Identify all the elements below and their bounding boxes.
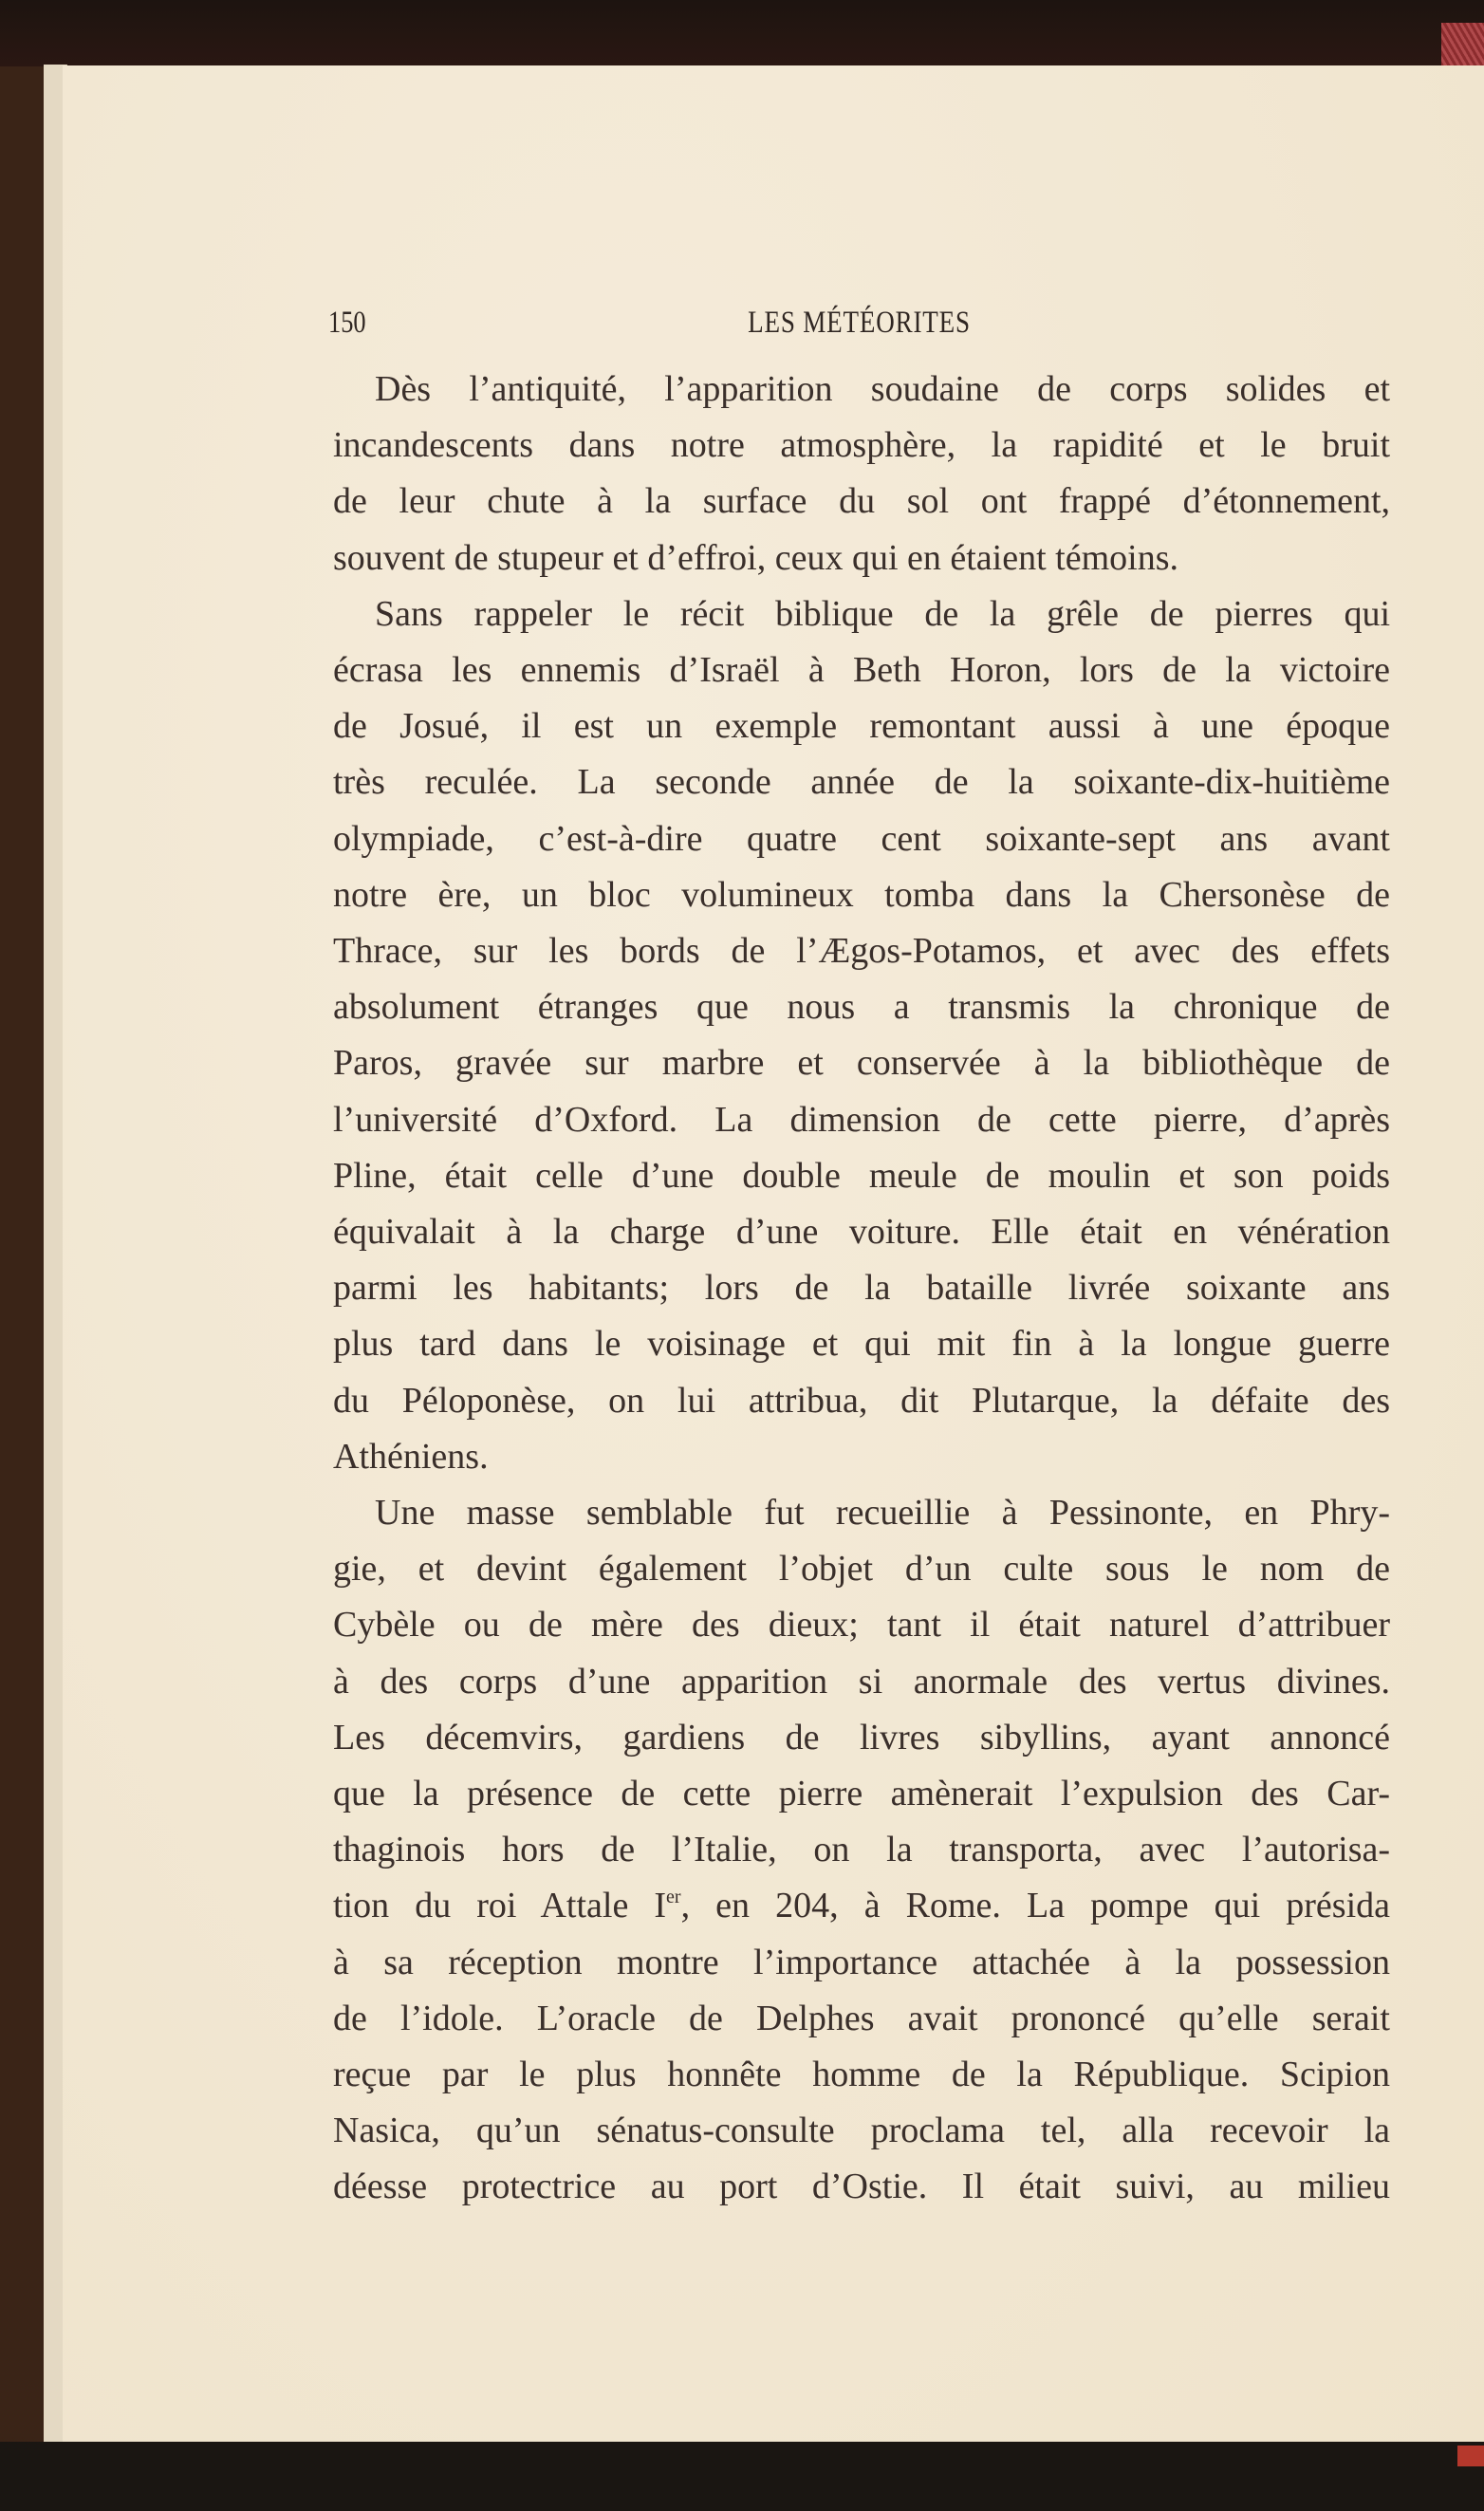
text-line-continuation: , en 204, à Rome. La pompe qui présida xyxy=(680,1886,1391,1926)
text-line xyxy=(333,1882,1390,1929)
running-title: LES MÉTÉORITES xyxy=(748,306,971,340)
text-line-content: plus tard dans le voisinage et qui mit fin à la longue guerre xyxy=(333,1324,1390,1365)
text-line-content: de leur chute à la surface du sol ont frappé d’étonnement, xyxy=(333,481,1390,522)
scan-bottom-border xyxy=(0,2442,1484,2511)
text-line xyxy=(333,983,1390,1031)
text-line xyxy=(333,2051,1390,2098)
scan-top-border xyxy=(0,0,1484,66)
text-line-content: Dès l’antiquité, l’apparition soudaine de corps solides et xyxy=(375,369,1390,409)
text-line-content: reçue par le plus honnête homme de la République. Scipion xyxy=(333,2055,1390,2094)
text-line xyxy=(333,1152,1390,1200)
text-line-content: Paros, gravée sur marbre et conservée à la bibliothèque de xyxy=(333,1043,1390,1084)
scan-left-border xyxy=(0,66,44,2448)
text-line xyxy=(333,1208,1390,1256)
text-line-content: Sans rappeler le récit biblique de la grêle de pierres qui xyxy=(375,593,1390,634)
text-line xyxy=(333,815,1390,863)
text-line xyxy=(333,1601,1390,1648)
text-line-content: souvent de stupeur et d’effroi, ceux qui en étaient témoins. xyxy=(333,537,1178,578)
text-line-content: Athéniens. xyxy=(333,1436,489,1477)
text-line xyxy=(333,1545,1390,1592)
text-line-content: écrasa les ennemis d’Israël à Beth Horon, lors de la victoire xyxy=(333,650,1390,690)
text-line xyxy=(333,758,1390,806)
text-line-content: Thrace, sur les bords de l’Ægos-Potamos, et avec des effets xyxy=(333,931,1390,971)
text-line-content: que la présence de cette pierre amènerait l’expulsion des Car- xyxy=(333,1774,1390,1814)
text-line xyxy=(333,646,1390,694)
text-line xyxy=(333,1714,1390,1761)
text-line-content: parmi les habitants; lors de la bataille livrée soixante ans xyxy=(333,1268,1390,1309)
text-line xyxy=(333,871,1390,919)
text-line xyxy=(333,1939,1390,1986)
text-line xyxy=(333,927,1390,975)
page-number: 150 xyxy=(328,306,366,340)
text-line-content: l’université d’Oxford. La dimension de cette pierre, d’après xyxy=(333,1099,1390,1140)
text-line-content: du Péloponèse, on lui attribua, dit Plutarque, la défaite des xyxy=(333,1380,1390,1421)
text-line-content: absolument étranges que nous a transmis la chronique de xyxy=(333,987,1390,1028)
text-line-content: à sa réception montre l’importance attachée à la possession xyxy=(333,1942,1390,1982)
text-line-content: équivalait à la charge d’une voiture. Elle était en vénération xyxy=(333,1212,1390,1252)
text-line-content: Pline, était celle d’une double meule de moulin et son poids xyxy=(333,1155,1390,1196)
superscript: er xyxy=(666,1887,681,1908)
text-line xyxy=(375,590,1390,638)
text-line xyxy=(333,1995,1390,2042)
text-line xyxy=(333,1377,1390,1424)
text-line-content: Nasica, qu’un sénatus-consulte proclama tel, alla recevoir la xyxy=(333,2111,1390,2151)
text-line-content: Une masse semblable fut recueillie à Pessinonte, en Phry- xyxy=(375,1493,1390,1533)
text-line xyxy=(333,421,1390,469)
text-line xyxy=(333,1264,1390,1311)
text-line-content: gie, et devint également l’objet d’un culte sous le nom de xyxy=(333,1549,1390,1590)
text-line-content: Cybèle ou de mère des dieux; tant il était naturel d’attribuer xyxy=(333,1605,1390,1646)
text-line xyxy=(375,365,1390,413)
book-cover-edge-bottom xyxy=(1457,2446,1484,2466)
text-line xyxy=(333,2107,1390,2154)
text-line xyxy=(333,477,1390,525)
text-line xyxy=(333,2163,1390,2210)
text-line-content: Les décemvirs, gardiens de livres sibyllins, ayant annoncé xyxy=(333,1717,1390,1758)
text-line-content: tion du roi Attale I xyxy=(333,1886,667,1926)
running-head xyxy=(328,306,1390,347)
text-line xyxy=(333,1826,1390,1873)
text-line-content: de Josué, il est un exemple remontant aussi à une époque xyxy=(333,706,1390,747)
text-line xyxy=(333,702,1390,750)
text-line-content: thaginois hors de l’Italie, on la transporta, avec l’autorisa- xyxy=(333,1830,1390,1870)
text-line-content: notre ère, un bloc volumineux tomba dans la Chersonèse de xyxy=(333,874,1390,915)
text-line xyxy=(333,1658,1390,1705)
text-line xyxy=(333,1433,1390,1480)
text-line-content: déesse protectrice au port d’Ostie. Il était suivi, au milieu xyxy=(333,2167,1390,2207)
text-line-content: très reculée. La seconde année de la soixante-dix-huitième xyxy=(333,762,1390,803)
text-line xyxy=(333,1096,1390,1144)
text-line xyxy=(333,534,1390,582)
text-line xyxy=(333,1039,1390,1087)
text-line-content: olympiade, c’est-à-dire quatre cent soixante-sept ans avant xyxy=(333,818,1390,859)
text-line xyxy=(333,1320,1390,1367)
text-line-content: à des corps d’une apparition si anormale des vertus divines. xyxy=(333,1661,1390,1702)
text-line xyxy=(333,1770,1390,1817)
text-line xyxy=(375,1489,1390,1536)
book-cover-edge xyxy=(1441,23,1484,66)
text-line-content: incandescents dans notre atmosphère, la rapidité et le bruit xyxy=(333,425,1390,466)
text-line-content: de l’idole. L’oracle de Delphes avait prononcé qu’elle serait xyxy=(333,1998,1390,2038)
